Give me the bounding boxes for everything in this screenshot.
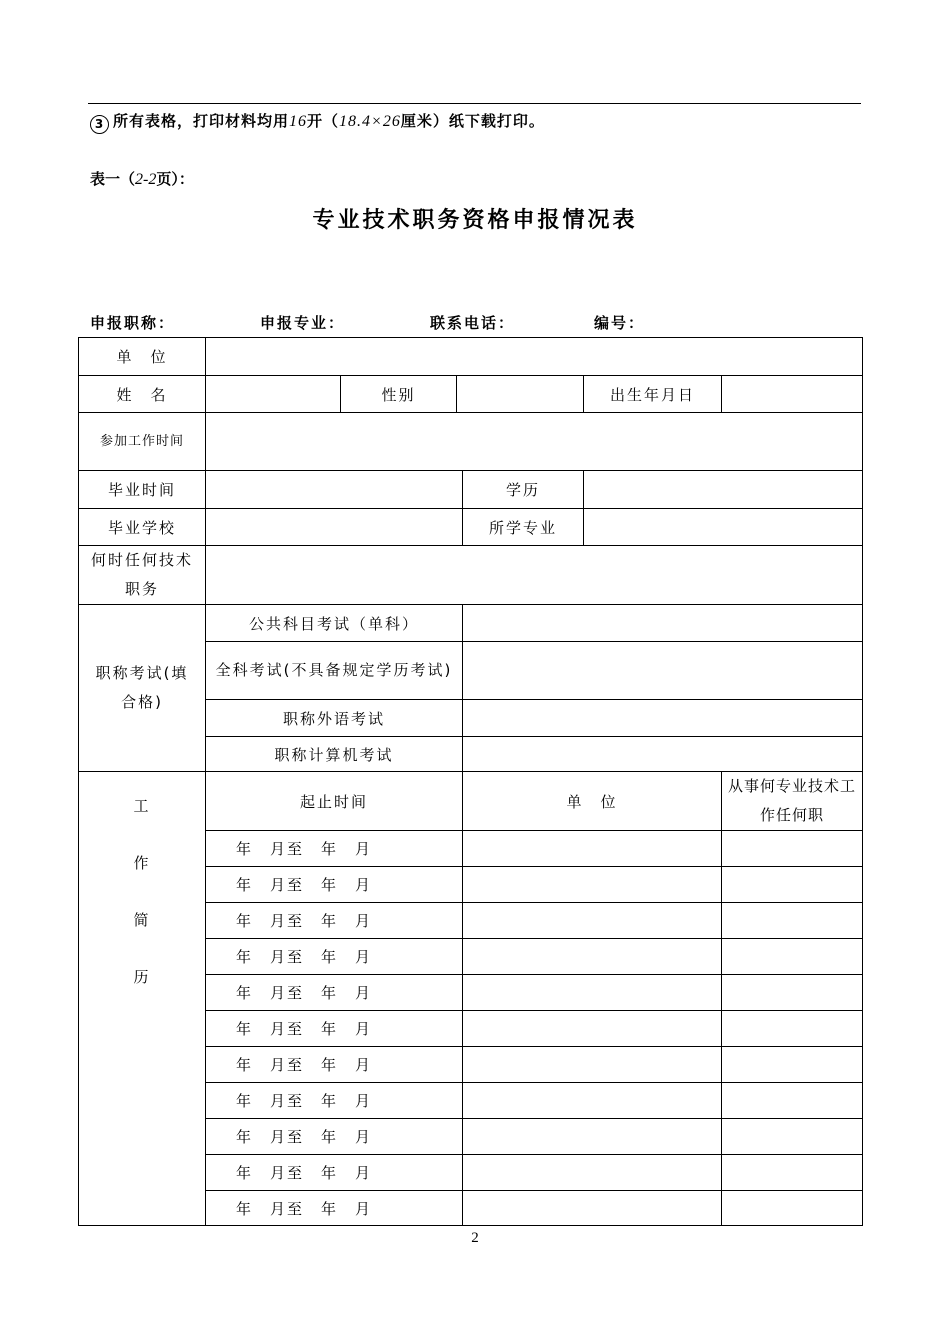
grad-school-field[interactable] <box>206 509 463 546</box>
resume-role-cell[interactable] <box>722 975 863 1011</box>
resume-unit-cell[interactable] <box>463 1011 722 1047</box>
resume-unit-cell[interactable] <box>463 1083 722 1119</box>
exam-full-label: 全科考试(不具备规定学历考试) <box>206 642 463 700</box>
period-cell: 年 月至 年 月 <box>206 903 463 939</box>
grad-time-field[interactable] <box>206 471 463 509</box>
period-header: 起止时间 <box>206 772 463 831</box>
header-number: 编号： <box>594 314 646 332</box>
resume-label: 工 作 简 历 <box>79 772 206 1226</box>
resume-role-cell[interactable] <box>722 903 863 939</box>
work-start-field[interactable] <box>206 413 863 471</box>
exam-full-field[interactable] <box>463 642 863 700</box>
resume-unit-cell[interactable] <box>463 1119 722 1155</box>
name-field[interactable] <box>206 376 341 413</box>
period-cell: 年 月至 年 月 <box>206 975 463 1011</box>
period-cell: 年 月至 年 月 <box>206 1191 463 1226</box>
resume-unit-cell[interactable] <box>463 867 722 903</box>
resume-role-cell[interactable] <box>722 831 863 867</box>
period-cell: 年 月至 年 月 <box>206 1011 463 1047</box>
role-header: 从事何专业技术工作任何职 <box>722 772 863 831</box>
education-field[interactable] <box>584 471 863 509</box>
name-label: 姓 名 <box>79 376 206 413</box>
page-number: 2 <box>471 1230 479 1246</box>
resume-role-cell[interactable] <box>722 1119 863 1155</box>
resume-unit-cell[interactable] <box>463 903 722 939</box>
circled-number: 3 <box>90 115 109 134</box>
exam-computer-label: 职称计算机考试 <box>206 737 463 772</box>
resume-role-cell[interactable] <box>722 1191 863 1226</box>
resume-unit-cell[interactable] <box>463 1191 722 1226</box>
gender-field[interactable] <box>457 376 584 413</box>
grad-time-label: 毕业时间 <box>79 471 206 509</box>
table-label: 表一（2-2页）： <box>90 170 194 188</box>
resume-role-cell[interactable] <box>722 1011 863 1047</box>
resume-role-cell[interactable] <box>722 1083 863 1119</box>
exam-language-label: 职称外语考试 <box>206 700 463 737</box>
exam-computer-field[interactable] <box>463 737 863 772</box>
header-title-applied: 申报职称： <box>90 314 176 332</box>
resume-role-cell[interactable] <box>722 1047 863 1083</box>
tech-post-field[interactable] <box>206 546 863 605</box>
page-title: 专业技术职务资格申报情况表 <box>312 208 638 233</box>
period-cell: 年 月至 年 月 <box>206 1155 463 1191</box>
unit-label: 单 位 <box>79 338 206 376</box>
header-specialty: 申报专业： <box>260 314 346 332</box>
major-field[interactable] <box>584 509 863 546</box>
resume-unit-header: 单 位 <box>463 772 722 831</box>
education-label: 学历 <box>463 471 584 509</box>
resume-role-cell[interactable] <box>722 867 863 903</box>
period-cell: 年 月至 年 月 <box>206 1047 463 1083</box>
print-note: 3 所有表格，打印材料均用16开（18.4×26厘米）纸下载打印。 <box>90 110 545 134</box>
resume-unit-cell[interactable] <box>463 1155 722 1191</box>
tech-post-label: 何时任何技术职务 <box>79 546 206 605</box>
work-start-label: 参加工作时间 <box>79 413 206 471</box>
exam-public-label: 公共科目考试（单科） <box>206 605 463 642</box>
gender-label: 性别 <box>341 376 457 413</box>
grad-school-label: 毕业学校 <box>79 509 206 546</box>
header-phone: 联系电话： <box>430 314 516 332</box>
exam-group-label: 职称考试(填合格) <box>79 605 206 772</box>
exam-public-field[interactable] <box>463 605 863 642</box>
unit-field[interactable] <box>206 338 863 376</box>
resume-unit-cell[interactable] <box>463 831 722 867</box>
resume-unit-cell[interactable] <box>463 939 722 975</box>
exam-language-field[interactable] <box>463 700 863 737</box>
major-label: 所学专业 <box>463 509 584 546</box>
top-rule <box>88 103 861 104</box>
period-cell: 年 月至 年 月 <box>206 1119 463 1155</box>
birth-label: 出生年月日 <box>584 376 722 413</box>
birth-field[interactable] <box>722 376 863 413</box>
period-cell: 年 月至 年 月 <box>206 867 463 903</box>
period-cell: 年 月至 年 月 <box>206 939 463 975</box>
period-cell: 年 月至 年 月 <box>206 1083 463 1119</box>
resume-role-cell[interactable] <box>722 939 863 975</box>
period-cell: 年 月至 年 月 <box>206 831 463 867</box>
resume-role-cell[interactable] <box>722 1155 863 1191</box>
resume-unit-cell[interactable] <box>463 1047 722 1083</box>
resume-unit-cell[interactable] <box>463 975 722 1011</box>
application-form-table <box>78 337 863 1226</box>
